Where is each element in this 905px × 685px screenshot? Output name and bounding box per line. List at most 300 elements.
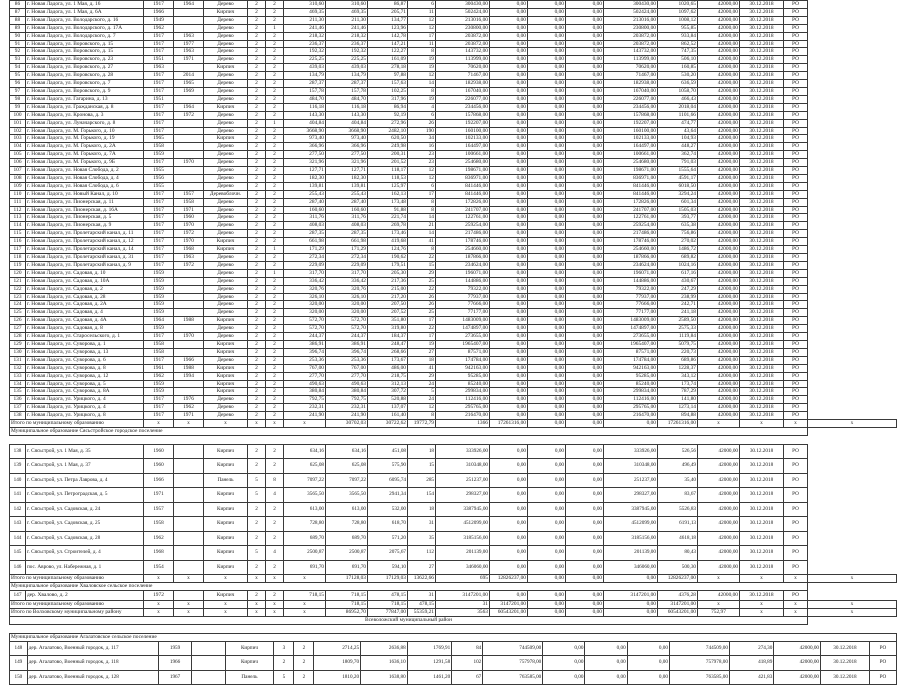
table-cell: 205,71: [368, 8, 408, 16]
table-cell: 0,00: [566, 198, 604, 206]
table-cell: 366,96: [326, 143, 368, 151]
table-cell: 0,00: [528, 8, 566, 16]
table-cell: 30.12.2018: [740, 182, 784, 190]
table-cell: 0,00: [490, 517, 528, 532]
table-cell: г. Новая Ладога, ул. Воровского, д. 27: [26, 64, 144, 72]
table-cell: 1959: [144, 380, 174, 388]
table-cell: 102: [452, 656, 483, 671]
subtotal-cell: 30702,03: [326, 420, 368, 428]
table-cell: 0,00: [566, 8, 604, 16]
table-cell: 2: [266, 531, 284, 546]
table-cell: 0,00: [490, 56, 528, 64]
table-cell: 232,31: [284, 404, 326, 412]
table-cell: 42000,00: [698, 404, 740, 412]
table-cell: 125,97: [368, 182, 408, 190]
table-cell: 2: [248, 317, 266, 325]
table-cell: 0,00: [528, 127, 566, 135]
table-row: [10, 198, 897, 206]
table-cell: 571,20: [368, 531, 408, 546]
table-cell: 133: [10, 372, 26, 380]
table-cell: 42000,00: [698, 40, 740, 48]
table-cell: 2: [248, 182, 266, 190]
table-cell: 1917: [144, 222, 174, 230]
table-cell: 1968: [144, 546, 174, 561]
table-cell: 469,35: [284, 8, 326, 16]
table-cell: 150: [10, 670, 28, 685]
table-cell: Кирпич: [204, 488, 248, 503]
table-cell: 109: [10, 182, 26, 190]
table-cell: 0,00: [490, 135, 528, 143]
table-cell: 757978,00: [669, 656, 729, 671]
table-cell: 0,00: [543, 670, 585, 685]
table-cell: 2: [266, 459, 284, 474]
table-cell: 30.12.2018: [740, 317, 784, 325]
table-cell: 42000,00: [698, 309, 740, 317]
table-cell: 113999,00: [604, 56, 658, 64]
district-title-text: Всеволожский муниципальный район: [10, 616, 808, 624]
table-row: [10, 656, 897, 671]
table-cell: 30.12.2018: [740, 135, 784, 143]
table-row: [10, 641, 897, 656]
table-cell: Кирпич: [204, 546, 248, 561]
table-cell: РО: [784, 340, 808, 348]
table-cell: 30.12.2018: [740, 214, 784, 222]
table-cell: г. Новая Ладога, ул. Воровского, д. 15: [26, 48, 144, 56]
table-cell: 42000,00: [698, 32, 740, 40]
table-cell: 532,00: [368, 502, 408, 517]
table-cell: 0,00: [566, 473, 604, 488]
table-cell: г. Новая Ладога, ул. М. Горького, д. 9Б: [26, 159, 144, 167]
table-cell: 42000,00: [698, 546, 740, 561]
table-cell: [174, 473, 204, 488]
subtotal-cell: 13622,66: [408, 575, 436, 583]
table-cell: 0,00: [490, 348, 528, 356]
table-cell: 0,00: [528, 198, 566, 206]
subtotal-cell: x: [144, 420, 174, 428]
table-cell: 1966: [174, 356, 204, 364]
table-cell: 30.12.2018: [740, 151, 784, 159]
table-cell: 164497,00: [436, 143, 490, 151]
table-cell: 0,00: [566, 230, 604, 238]
table-cell: 6191,13: [658, 517, 698, 532]
table-cell: 3565,50: [284, 488, 326, 503]
table-cell: 321,96: [284, 159, 326, 167]
table-cell: 0,00: [490, 356, 528, 364]
table-cell: РО: [784, 214, 808, 222]
subtotal-cell: x: [174, 420, 204, 428]
table-cell: Кирпич: [204, 388, 248, 396]
table-cell: 0,00: [528, 546, 566, 561]
table-cell: 161,09: [368, 56, 408, 64]
table-cell: 0,00: [566, 80, 604, 88]
table-cell: 2: [266, 254, 284, 262]
table-cell: 42000,00: [698, 111, 740, 119]
table-cell: 141,80: [658, 396, 698, 404]
table-cell: Кирпич: [204, 103, 248, 111]
table-cell: 2: [248, 560, 266, 575]
table-cell: 0,00: [528, 277, 566, 285]
table-cell: 259254,00: [436, 222, 490, 230]
table-cell: РО: [784, 95, 808, 103]
subtotal-cell: 0,00: [528, 601, 566, 609]
table-cell: 0,00: [566, 151, 604, 159]
table-cell: 1958: [144, 340, 174, 348]
table-cell: 172826,00: [604, 198, 658, 206]
table-cell: 0,00: [528, 87, 566, 95]
table-cell: Кирпич: [204, 238, 248, 246]
table-cell: 1962: [174, 404, 204, 412]
table-cell: 116,18: [284, 103, 326, 111]
table-cell: 230800,00: [604, 24, 658, 32]
table-cell: 744509,00: [483, 641, 543, 656]
table-cell: 2: [266, 285, 284, 293]
table-cell: 42000,00: [698, 182, 740, 190]
table-cell: 95285,00: [604, 372, 658, 380]
table-cell: 466,43: [658, 95, 698, 103]
subtotal-cell: 60543201,00: [490, 609, 528, 617]
table-cell: г. Новая Ладога, ул. Суворова, д. 8: [26, 364, 144, 372]
table-cell: 0,00: [528, 182, 566, 190]
table-cell: 1966: [158, 656, 191, 671]
table-cell: Дерево: [204, 325, 248, 333]
subtotal-cell: 17129,03: [368, 575, 408, 583]
table-cell: [174, 24, 204, 32]
table-cell: РО: [784, 87, 808, 95]
table-cell: 87571,00: [436, 348, 490, 356]
table-cell: 131: [10, 356, 26, 364]
table-cell: [174, 95, 204, 103]
table-cell: 130: [10, 348, 26, 356]
table-cell: 1959: [144, 269, 174, 277]
table-cell: 310348,00: [436, 459, 490, 474]
table-cell: 1959: [144, 388, 174, 396]
table-cell: 1505,03: [658, 206, 698, 214]
table-cell: 1917: [144, 356, 174, 364]
table-row: [10, 356, 897, 364]
table-cell: Кирпич: [204, 340, 248, 348]
table-cell: 0,00: [566, 325, 604, 333]
table-cell: 18: [408, 502, 436, 517]
table-row: [10, 333, 897, 341]
table-cell: 1636,10: [361, 656, 408, 671]
table-cell: 12: [408, 404, 436, 412]
table-cell: 273655,00: [604, 333, 658, 341]
table-cell: 157,78: [326, 87, 368, 95]
table-cell: 1: [266, 269, 284, 277]
table-cell: 42000,00: [698, 459, 740, 474]
table-cell: 42000,00: [698, 80, 740, 88]
table-cell: 0,00: [490, 254, 528, 262]
table-cell: 763585,00: [483, 670, 543, 685]
table-cell: 119: [10, 261, 26, 269]
table-cell: 346060,00: [604, 560, 658, 575]
table-cell: 791,03: [658, 159, 698, 167]
table-cell: Кирпич: [204, 317, 248, 325]
table-cell: 1949: [144, 16, 174, 24]
table-cell: 2: [248, 364, 266, 372]
table-cell: 756,86: [658, 230, 698, 238]
table-cell: 42000,00: [698, 531, 740, 546]
subtotal-cell: 31: [436, 601, 490, 609]
table-cell: 211,30: [284, 16, 326, 24]
table-cell: Кирпич: [204, 246, 248, 254]
table-cell: 127,71: [284, 167, 326, 175]
table-cell: 127: [10, 325, 26, 333]
table-cell: 5: [248, 488, 266, 503]
table-cell: 143,30: [326, 111, 368, 119]
table-cell: РО: [784, 560, 808, 575]
table-cell: 42000,00: [698, 380, 740, 388]
table-cell: РО: [784, 380, 808, 388]
table-row: [10, 40, 897, 48]
table-cell: 408,03: [326, 222, 368, 230]
table-cell: 1474897,00: [436, 325, 490, 333]
subtotal-cell: x: [144, 575, 174, 583]
table-cell: Дерево: [204, 56, 248, 64]
table-cell: г. Сясьстрой, ул. Строителей, д. 4: [26, 546, 144, 561]
table-cell: 22: [408, 325, 436, 333]
table-cell: 142: [10, 502, 26, 517]
table-cell: РО: [784, 40, 808, 48]
table-cell: 15: [408, 459, 436, 474]
table-cell: 0,00: [490, 372, 528, 380]
table-cell: 2: [266, 277, 284, 285]
table-cell: Дерево: [204, 309, 248, 317]
table-cell: 12: [408, 174, 436, 182]
table-cell: 1972: [174, 230, 204, 238]
table-cell: 1960: [144, 459, 174, 474]
table-cell: 620,50: [368, 135, 408, 143]
table-cell: 1971: [174, 206, 204, 214]
table-cell: 0,00: [566, 396, 604, 404]
table-cell: 117: [10, 246, 26, 254]
table-cell: 2: [266, 48, 284, 56]
table-cell: Дерево: [204, 151, 248, 159]
table-cell: 0,00: [566, 246, 604, 254]
table-cell: РО: [784, 32, 808, 40]
table-cell: 270,02: [658, 238, 698, 246]
table-cell: 0,00: [528, 222, 566, 230]
table-cell: 500,30: [658, 560, 698, 575]
table-cell: 1917: [144, 198, 174, 206]
table-cell: 2: [248, 135, 266, 143]
table-cell: 0,00: [528, 340, 566, 348]
table-cell: 1970: [174, 238, 204, 246]
table-cell: Кирпич: [225, 641, 274, 656]
table-cell: 1958: [144, 517, 174, 532]
table-cell: 1962: [144, 24, 174, 32]
table-cell: 841446,00: [604, 190, 658, 198]
table-cell: 114: [10, 222, 26, 230]
table-cell: 41: [408, 364, 436, 372]
subtotal-row: [10, 420, 897, 428]
table-row: [10, 502, 897, 517]
table-row: [10, 309, 897, 317]
table-cell: 4618,18: [658, 531, 698, 546]
table-cell: 1917: [144, 246, 174, 254]
table-cell: 2: [266, 167, 284, 175]
table-cell: 8: [408, 198, 436, 206]
table-cell: 137,07: [368, 404, 408, 412]
table-cell: 0,00: [528, 356, 566, 364]
table-cell: 182,30: [284, 174, 326, 182]
table-cell: 1961: [144, 364, 174, 372]
table-cell: 2: [248, 348, 266, 356]
table-cell: 0,00: [490, 396, 528, 404]
table-cell: 35,40: [658, 473, 698, 488]
table-cell: РО: [784, 591, 808, 601]
table-cell: 617,16: [658, 269, 698, 277]
subtotal-cell: 718,15: [326, 601, 368, 609]
table-cell: [174, 182, 204, 190]
table-cell: 77177,00: [604, 309, 658, 317]
table-cell: 1962: [144, 531, 174, 546]
table-cell: 0,00: [566, 372, 604, 380]
table-cell: 2: [248, 517, 266, 532]
table-cell: 1917: [144, 111, 174, 119]
table-cell: РО: [784, 285, 808, 293]
table-cell: 30.12.2018: [740, 404, 784, 412]
table-cell: Дерево: [204, 182, 248, 190]
table-cell: 1959: [144, 309, 174, 317]
table-cell: 236,37: [326, 40, 368, 48]
table-cell: Дерево: [204, 198, 248, 206]
table-cell: 21: [408, 222, 436, 230]
table-cell: 287,35: [284, 230, 326, 238]
subtotal-cell: x: [808, 575, 897, 583]
table-cell: 0,00: [490, 333, 528, 341]
table-cell: г. Новая Ладога, ул. Гагарина, д. 13: [26, 95, 144, 103]
table-cell: 90: [10, 32, 26, 40]
table-cell: [174, 135, 204, 143]
table-cell: 300430,00: [436, 1, 490, 9]
table-cell: 0,00: [490, 143, 528, 151]
table-cell: 0,00: [528, 214, 566, 222]
table-cell: 19: [408, 56, 436, 64]
table-cell: 0,00: [528, 560, 566, 575]
table-cell: 625,08: [326, 459, 368, 474]
table-cell: 0,00: [528, 261, 566, 269]
table-cell: 0,00: [566, 254, 604, 262]
section-title: [10, 583, 897, 591]
table-cell: 0,00: [490, 40, 528, 48]
table-cell: г. Новая Ладога, ул. Луначарского, д. 8: [26, 119, 144, 127]
table-cell: 0,00: [490, 80, 528, 88]
table-cell: 0,00: [490, 127, 528, 135]
table-cell: 0,00: [566, 309, 604, 317]
table-cell: 2: [266, 412, 284, 420]
table-cell: 1959: [144, 151, 174, 159]
table-cell: 29: [408, 269, 436, 277]
table-cell: 201139,00: [604, 546, 658, 561]
table-cell: РО: [784, 317, 808, 325]
table-cell: 0,00: [566, 364, 604, 372]
table-row: [10, 127, 897, 135]
table-cell: 217486,00: [436, 230, 490, 238]
table-cell: Кирпич: [204, 348, 248, 356]
table-cell: 2: [248, 277, 266, 285]
table-cell: 0,00: [627, 656, 669, 671]
table-row: [10, 285, 897, 293]
table-cell: 196071,00: [436, 269, 490, 277]
table-cell: Кирпич: [204, 531, 248, 546]
table-cell: 215,00: [368, 285, 408, 293]
table-cell: 179,51: [368, 261, 408, 269]
table-cell: 0,00: [490, 380, 528, 388]
table-cell: 241,90: [326, 412, 368, 420]
table-cell: 2: [248, 72, 266, 80]
table-cell: г. Новая Ладога, ул. Новая Слобода, д. 4: [26, 174, 144, 182]
table-cell: 16: [408, 143, 436, 151]
table-cell: 259254,00: [604, 222, 658, 230]
table-cell: 0,00: [490, 151, 528, 159]
table-cell: 0,00: [528, 473, 566, 488]
table-cell: 0,00: [627, 670, 669, 685]
table-cell: 205,30: [368, 269, 408, 277]
table-cell: 2: [248, 16, 266, 24]
subtotal-cell: x: [144, 601, 174, 609]
table-cell: 841446,00: [436, 182, 490, 190]
subtotal-cell: 3147201,00: [490, 601, 528, 609]
table-cell: 254660,00: [436, 246, 490, 254]
table-cell: 0,00: [490, 325, 528, 333]
table-cell: 86,94: [368, 103, 408, 111]
table-cell: 12: [408, 72, 436, 80]
table-cell: 77666,00: [436, 301, 490, 309]
table-cell: 2: [266, 214, 284, 222]
table-cell: 0,00: [566, 502, 604, 517]
table-cell: 42000,00: [698, 348, 740, 356]
table-cell: 3668,90: [326, 127, 368, 135]
table-cell: 333926,00: [436, 444, 490, 459]
table-cell: 0,00: [566, 356, 604, 364]
table-cell: 351,80: [368, 317, 408, 325]
table-cell: 111: [10, 198, 26, 206]
subtotal-cell: 55359,21: [408, 609, 436, 617]
table-cell: 2: [266, 87, 284, 95]
table-cell: 167040,00: [436, 87, 490, 95]
table-cell: 277,50: [326, 151, 368, 159]
subtotal-label: Итого по муниципальному образованию: [10, 601, 144, 609]
table-cell: 0,00: [490, 488, 528, 503]
table-cell: 203872,00: [604, 40, 658, 48]
table-cell: 6018,50: [658, 182, 698, 190]
table-cell: 0,00: [528, 238, 566, 246]
table-cell: Панель: [225, 670, 274, 685]
subtotal-cell: 0,00: [566, 601, 604, 609]
table-cell: Дерево: [204, 167, 248, 175]
table-cell: 2: [248, 502, 266, 517]
table-cell: 2636,88: [361, 641, 408, 656]
table-cell: 94: [10, 64, 26, 72]
table-cell: 42000,00: [698, 24, 740, 32]
table-cell: 27: [408, 348, 436, 356]
table-cell: 129: [10, 340, 26, 348]
table-cell: 14: [408, 80, 436, 88]
table-cell: 77937,00: [604, 293, 658, 301]
table-cell: 2: [266, 301, 284, 309]
table-cell: 6: [408, 182, 436, 190]
table-cell: 11: [408, 40, 436, 48]
subtotal-row: [10, 601, 897, 609]
table-cell: РО: [784, 412, 808, 420]
register-table-top: [9, 0, 897, 436]
table-cell: 30.12.2018: [740, 560, 784, 575]
table-cell: г. Новая Ладога, ул. Новый Канал, д. 10: [26, 190, 144, 198]
table-cell: 0,00: [566, 206, 604, 214]
table-cell: 448,27: [658, 143, 698, 151]
table-cell: г. Новая Ладога, ул. Воровского, д. 23: [26, 56, 144, 64]
